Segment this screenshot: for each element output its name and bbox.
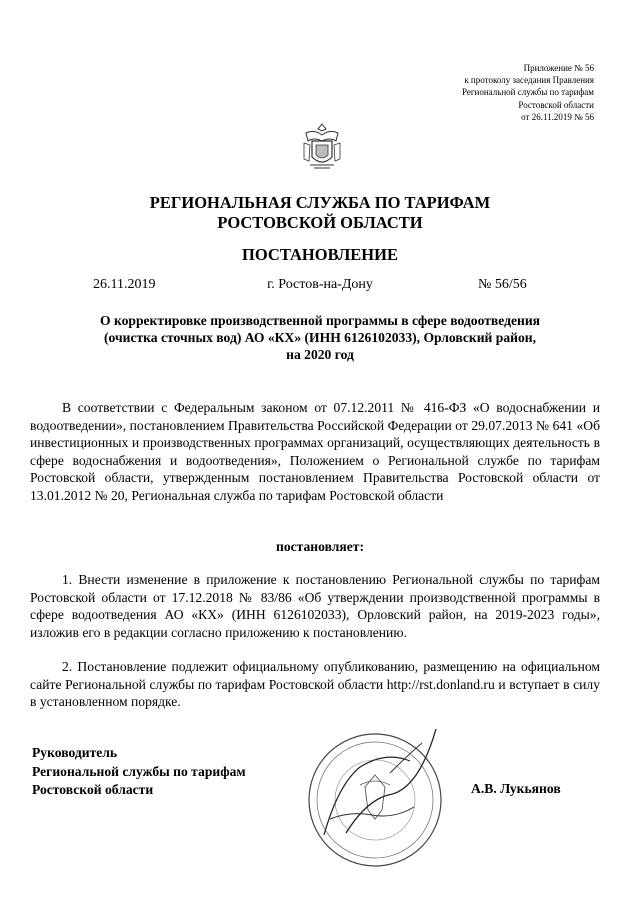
document-date: 26.11.2019 (93, 277, 156, 292)
org-title-line: РОСТОВСКОЙ ОБЛАСТИ (217, 213, 423, 232)
appendix-note (294, 62, 594, 123)
document-city: г. Ростов-на-Дону (267, 277, 373, 292)
subject-line: О корректировке производственной программы в сфере водоотведения (99, 313, 541, 328)
subject-line: на 2020 год (286, 347, 354, 362)
appendix-line: от 26.11.2019 № 56 (521, 111, 594, 122)
signatory-name: А.В. Лукьянов (471, 781, 561, 796)
organization-title (0, 193, 640, 233)
document-number: № 56/56 (478, 277, 527, 292)
appendix-line: Региональной службы по тарифам (461, 87, 594, 98)
document-type: ПОСТАНОВЛЕНИЕ (242, 245, 398, 264)
document-subject (40, 312, 600, 363)
signatory-title-line: Ростовской области (32, 782, 154, 797)
subject-line: (очистка сточных вод) АО «КХ» (ИНН 6126102033), Орловский район, (104, 330, 536, 345)
official-seal-icon (290, 715, 460, 885)
signatory-title-line: Руководитель (32, 745, 118, 760)
signatory-title-line: Региональной службы по тарифам (32, 763, 246, 779)
item-1-paragraph: 1. Внести изменение в приложение к постановлению Региональной службы по тарифам Ростовской области от 17.12.2018 № 83/86 «Об утверждении производственной программы в сфере водоотведения АО «КХ» (ИНН 6126102033), Орловский район, на 2019-2023 годы», изложив его в редакции согласно приложению к постановлению. (30, 572, 600, 640)
coat-of-arms-icon (300, 121, 344, 171)
org-title-line: РЕГИОНАЛЬНАЯ СЛУЖБА ПО ТАРИФАМ (149, 193, 491, 212)
signatory-title (32, 744, 246, 800)
decree-word: постановляет: (276, 539, 364, 554)
item-2-paragraph: 2. Постановление подлежит официальному опубликованию, размещению на официальном сайте Региональной службы по тарифам Ростовской области http://rst.donland.ru и вступает в силу в установленном порядке. (30, 659, 600, 710)
appendix-line: к протоколу заседания Правления (464, 75, 594, 86)
appendix-line: Приложение № 56 (523, 63, 594, 73)
preamble-paragraph: В соответствии с Федеральным законом от 07.12.2011 № 416-ФЗ «О водоснабжении и водоотведении», постановлением Правительства Российской Федерации от 29.07.2013 № 641 «Об инвестиционных и производственных программах организаций, осуществляющих деятельность в сфере водоснабжения и водоотведения», Положением о Региональной службе по тарифам Ростовской области, утвержденным постановлением Правительства Ростовской области от 13.01.2012 № 20, Региональная служба по тарифам Ростовской области (30, 400, 600, 503)
appendix-line: Ростовской области (518, 99, 594, 110)
